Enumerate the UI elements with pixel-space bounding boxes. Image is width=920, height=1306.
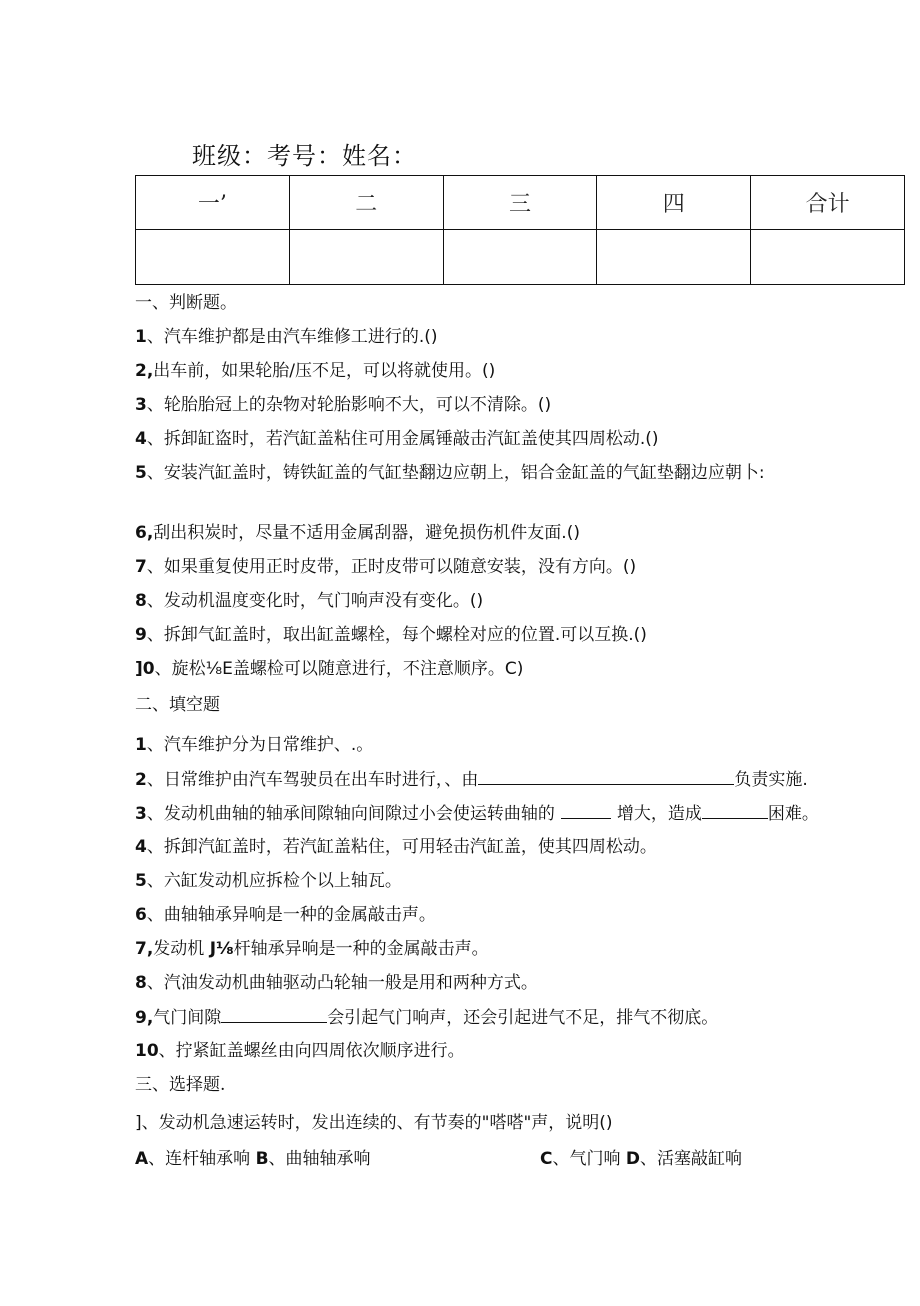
score-table <box>135 175 905 285</box>
item-text: 、发动机曲轴的轴承间隙轴向间隙过小会使运转曲轴的 <box>146 804 555 824</box>
item-number: 6 <box>135 905 147 925</box>
answer-blank[interactable] <box>702 802 768 819</box>
item-text: 发动机 <box>153 939 210 959</box>
section-2-title: 二、填空题 <box>135 695 220 715</box>
item-number: 1 <box>135 735 147 755</box>
judge-item-7 <box>135 556 636 578</box>
option-d-text[interactable]: 、活塞敲缸响 <box>640 1149 743 1169</box>
score-col-2: 二 <box>289 176 443 230</box>
option-d-label[interactable]: D <box>625 1149 641 1169</box>
judge-item-2 <box>135 360 495 382</box>
item-text: 、汽车维护分为日常维护、.。 <box>146 735 374 755</box>
item-text: 、发动机温度变化时，气门响声没有变化。() <box>146 591 484 611</box>
judge-item-5 <box>135 462 765 484</box>
item-text: 气门间隙 <box>153 1008 222 1028</box>
item-text: 出车前，如果轮胎/压不足，可以将就使用。() <box>153 361 496 381</box>
fill-item-7 <box>135 938 489 960</box>
item-text-mid: 增大，造成 <box>616 804 702 824</box>
exam-header: 班级：考号：姓名： <box>192 142 417 170</box>
item-number: 1 <box>135 327 147 347</box>
judge-item-9 <box>135 624 647 646</box>
item-text-bold: J⅛ <box>209 939 234 959</box>
option-b-text[interactable]: 、曲轴轴承响 <box>268 1149 371 1169</box>
item-text: 、拆卸气缸盖时，取出缸盖螺栓，每个螺栓对应的位置.可以互换.() <box>146 625 647 645</box>
item-number: 4 <box>135 837 147 857</box>
judge-item-10 <box>135 658 523 680</box>
item-number: 2, <box>135 361 154 381</box>
answer-blank[interactable] <box>221 1006 327 1023</box>
choice-options-left <box>135 1148 371 1170</box>
item-text: 、拆卸汽缸盖时，若汽缸盖粘住，可用轻击汽缸盖，使其四周松动。 <box>146 837 657 857</box>
score-table-value-row <box>136 230 905 285</box>
option-c-label[interactable]: C <box>540 1149 553 1169</box>
item-text: 、汽车维护都是由汽车维修工进行的.() <box>146 327 438 347</box>
item-number: ] <box>135 1113 142 1133</box>
item-number: 7 <box>135 557 147 577</box>
item-text-tail: 负责实施. <box>734 770 808 790</box>
judge-item-1 <box>135 326 438 348</box>
choice-options-right <box>540 1148 742 1170</box>
item-number: 8 <box>135 591 147 611</box>
item-number: 5 <box>135 463 147 483</box>
judge-item-8 <box>135 590 483 612</box>
item-text: 、汽油发动机曲轴驱动凸轮轴一般是用和两种方式。 <box>146 973 538 993</box>
answer-blank[interactable] <box>478 768 734 785</box>
item-text: 、轮胎胎冠上的杂物对轮胎影响不大，可以不清除。() <box>146 395 552 415</box>
item-number: 6, <box>135 523 154 543</box>
judge-item-6 <box>135 522 580 544</box>
item-text: 、发动机急速运转时，发出连续的、有节奏的"嗒嗒"声，说明() <box>141 1113 613 1133</box>
score-table-header-row <box>136 176 905 230</box>
fill-item-1 <box>135 734 373 756</box>
judge-item-3 <box>135 394 551 416</box>
item-number: 9, <box>135 1008 154 1028</box>
score-cell-total <box>751 230 905 285</box>
judge-item-4 <box>135 428 659 450</box>
fill-item-6 <box>135 904 436 926</box>
item-text: 、拧紧缸盖螺丝由向四周依次顺序进行。 <box>158 1041 465 1061</box>
item-text: 、如果重复使用正时皮带，正时皮带可以随意安装，没有方向。() <box>146 557 637 577</box>
item-number: 9 <box>135 625 147 645</box>
fill-item-8 <box>135 972 538 994</box>
item-number: 5 <box>135 871 147 891</box>
score-cell-4 <box>597 230 751 285</box>
item-text-tail: 困难。 <box>767 804 819 824</box>
item-number: 3 <box>135 804 147 824</box>
score-cell-3 <box>443 230 597 285</box>
fill-item-3 <box>135 802 819 825</box>
item-text-tail: 杆轴承异响是一种的金属敲击声。 <box>233 939 489 959</box>
item-number: 10 <box>135 1041 159 1061</box>
fill-item-10 <box>135 1040 465 1062</box>
item-text-tail: 会引起气门响声，还会引起进气不足，排气不彻底。 <box>327 1008 719 1028</box>
item-number: 7, <box>135 939 154 959</box>
option-c-text[interactable]: 、气门响 <box>552 1149 626 1169</box>
fill-item-9 <box>135 1006 718 1029</box>
item-text: 、旋松⅛E盖螺检可以随意进行，不注意顺序。C) <box>154 659 524 679</box>
section-1-title: 一、判断题。 <box>135 293 237 313</box>
score-col-1: 一’ <box>136 176 290 230</box>
option-b-label[interactable]: B <box>255 1149 269 1169</box>
option-a-text[interactable]: 、连杆轴承响 <box>148 1149 256 1169</box>
fill-item-5 <box>135 870 402 892</box>
score-col-4: 四 <box>597 176 751 230</box>
item-number: 8 <box>135 973 147 993</box>
choice-question-1 <box>135 1112 613 1134</box>
score-cell-1 <box>136 230 290 285</box>
score-col-3: 三 <box>443 176 597 230</box>
item-text: 、日常维护由汽车驾驶员在出车时进行，、由 <box>146 770 479 790</box>
item-text: 、拆卸缸盗时，若汽缸盖粘住可用金属锤敲击汽缸盖使其四周松动.() <box>146 429 659 449</box>
item-number: 3 <box>135 395 147 415</box>
item-number: 4 <box>135 429 147 449</box>
option-a-label[interactable]: A <box>135 1149 149 1169</box>
item-number: ]0 <box>135 659 155 679</box>
item-text: 、曲轴轴承异响是一种的金属敲击声。 <box>146 905 436 925</box>
section-3-title: 三、选择题. <box>135 1075 226 1095</box>
item-text: 、六缸发动机应拆检个以上轴瓦。 <box>146 871 402 891</box>
item-text: 刮出积炭时，尽量不适用金属刮器，避免损伤机件友面.() <box>153 523 580 543</box>
answer-blank[interactable] <box>561 802 611 819</box>
fill-item-4 <box>135 836 657 858</box>
fill-item-2 <box>135 768 808 791</box>
item-text: 、安装汽缸盖时，铸铁缸盖的气缸垫翻边应朝上，铝合金缸盖的气缸垫翻边应朝卜: <box>146 463 765 483</box>
score-cell-2 <box>289 230 443 285</box>
score-col-total: 合计 <box>751 176 905 230</box>
item-number: 2 <box>135 770 147 790</box>
